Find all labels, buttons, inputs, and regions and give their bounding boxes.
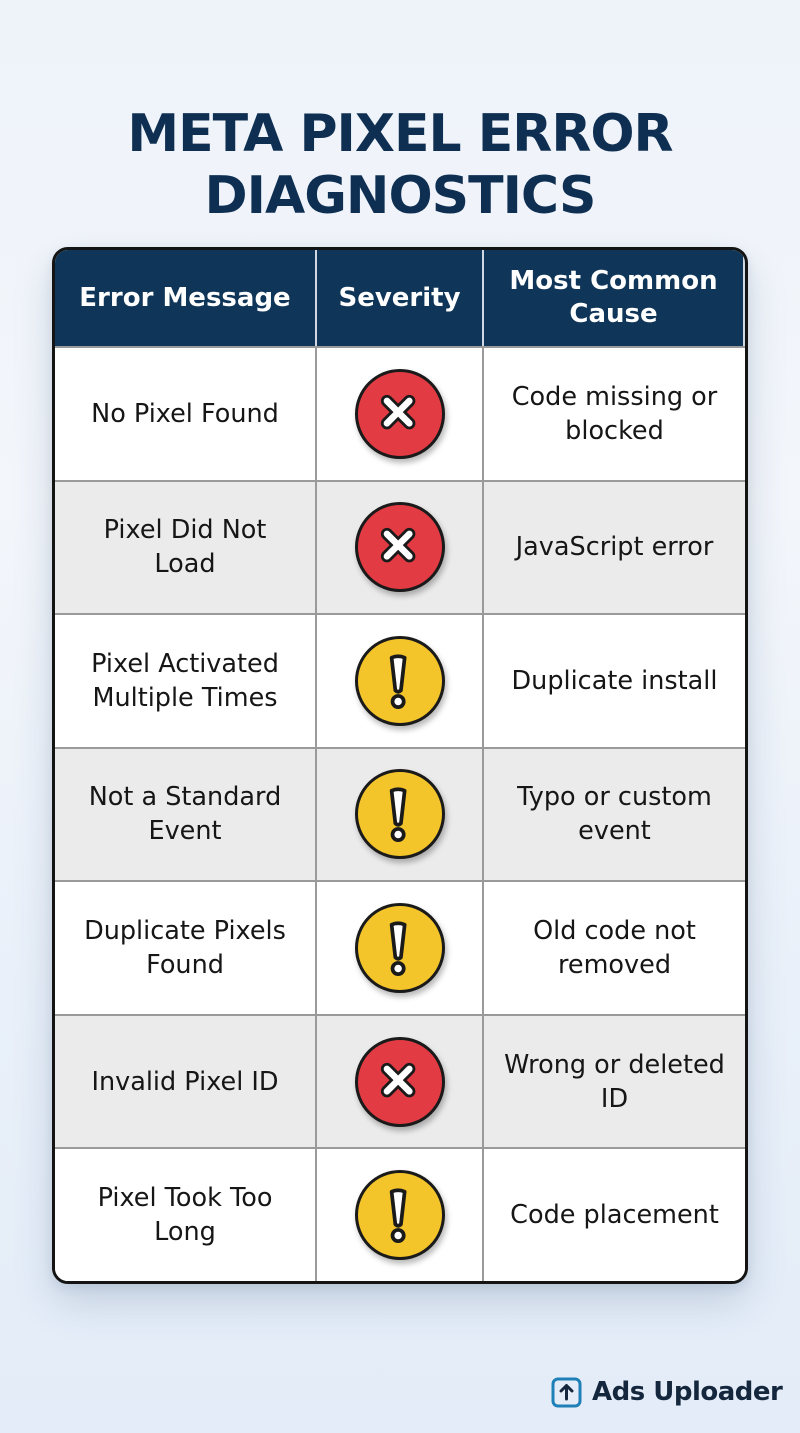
severity-cell — [317, 1147, 484, 1281]
cause-cell: Code missing or blocked — [484, 346, 745, 480]
cause-cell: Code placement — [484, 1147, 745, 1281]
x-circle-icon — [355, 369, 445, 459]
severity-cell — [317, 1014, 484, 1148]
exclamation-circle-icon — [355, 1170, 445, 1260]
title-line-2: DIAGNOSTICS — [204, 165, 596, 226]
exclamation-circle-icon — [355, 636, 445, 726]
cause-cell: Wrong or deleted ID — [484, 1014, 745, 1148]
error-message-cell: Pixel Activated Multiple Times — [55, 613, 317, 747]
error-message-cell: Pixel Did Not Load — [55, 480, 317, 614]
cause-cell: Old code not removed — [484, 880, 745, 1014]
cause-cell: JavaScript error — [484, 480, 745, 614]
cause-cell: Duplicate install — [484, 613, 745, 747]
error-message-cell: Duplicate Pixels Found — [55, 880, 317, 1014]
severity-cell — [317, 346, 484, 480]
error-message-cell: No Pixel Found — [55, 346, 317, 480]
severity-cell — [317, 880, 484, 1014]
header-most-common-cause: Most Common Cause — [484, 250, 745, 346]
severity-cell — [317, 747, 484, 881]
error-message-cell: Not a Standard Event — [55, 747, 317, 881]
x-circle-icon — [355, 502, 445, 592]
severity-cell — [317, 613, 484, 747]
error-message-cell: Invalid Pixel ID — [55, 1014, 317, 1148]
severity-cell — [317, 480, 484, 614]
exclamation-circle-icon — [355, 769, 445, 859]
title-line-1: META PIXEL ERROR — [127, 103, 673, 164]
logo-text: Ads Uploader — [592, 1377, 783, 1407]
x-circle-icon — [355, 1037, 445, 1127]
header-error-message: Error Message — [55, 250, 317, 346]
cause-cell: Typo or custom event — [484, 747, 745, 881]
ads-uploader-logo — [551, 1375, 782, 1409]
error-message-cell: Pixel Took Too Long — [55, 1147, 317, 1281]
page-title — [0, 103, 800, 227]
exclamation-circle-icon — [355, 903, 445, 993]
diagnostics-table — [52, 247, 748, 1284]
header-severity: Severity — [317, 250, 484, 346]
upload-icon — [551, 1377, 582, 1408]
